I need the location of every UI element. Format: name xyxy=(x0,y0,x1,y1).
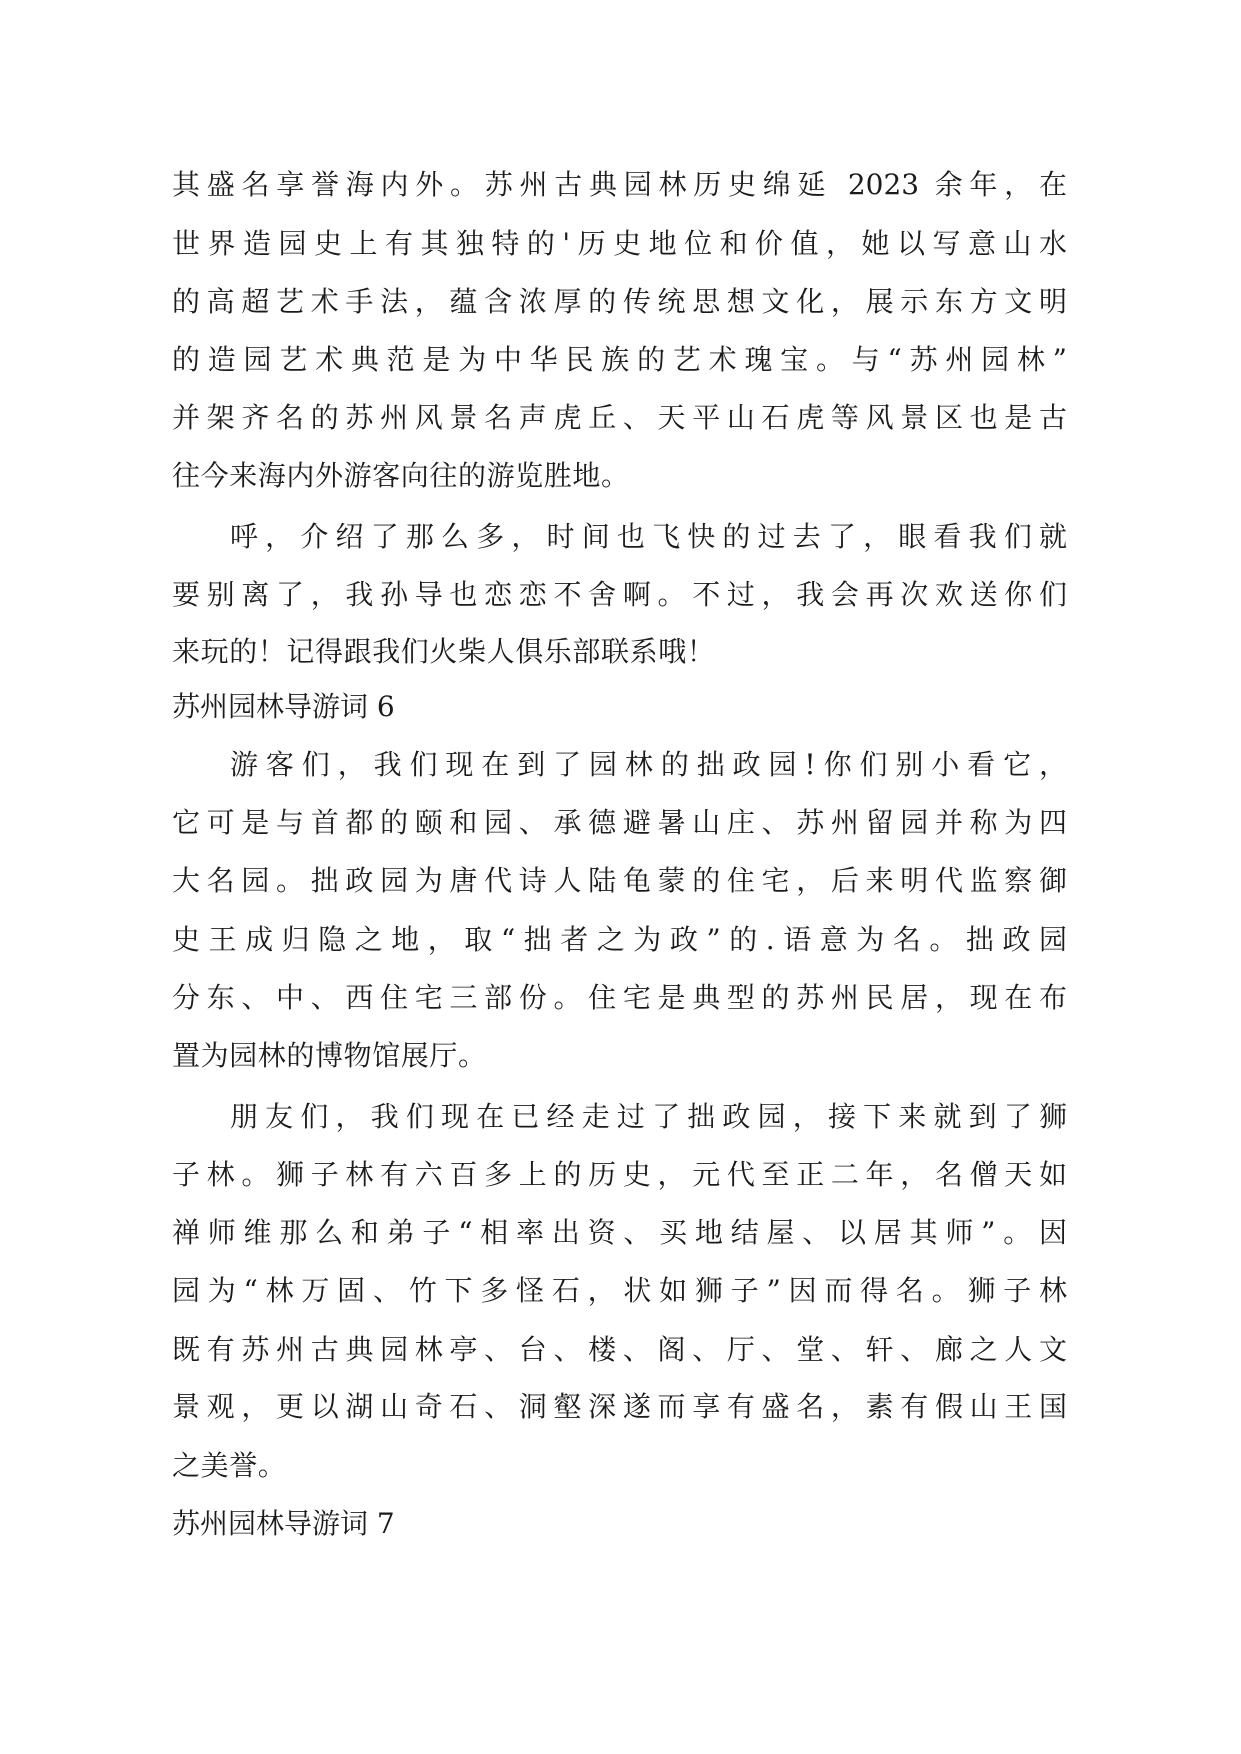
paragraph-line: 分东、中、西住宅三部份。住宅是典型的苏州民居，现在布 xyxy=(172,981,1067,1014)
paragraph-line: 置为园林的博物馆展厅。 xyxy=(172,1039,487,1072)
paragraph-line: 禅师维那么和弟子“相率出资、买地结屋、以居其师”。因 xyxy=(172,1216,1067,1249)
paragraph-line: 史王成归隐之地，取“拙者之为政”的.语意为名。拙政园 xyxy=(172,923,1067,956)
paragraph-line: 大名园。拙政园为唐代诗人陆龟蒙的住宅，后来明代监察御 xyxy=(172,864,1067,897)
paragraph-line: 的造园艺术典范是为中华民族的艺术瑰宝。与“苏州园林” xyxy=(172,343,1067,376)
paragraph-line: 呼，介绍了那么多，时间也飞快的过去了，眼看我们就 xyxy=(230,520,1067,553)
paragraph-line: 世界造园史上有其独特的'历史地位和价值，她以写意山水 xyxy=(172,227,1067,260)
paragraph-line: 游客们，我们现在到了园林的拙政园!你们别小看它， xyxy=(230,748,1067,781)
paragraph-line: 要别离了，我孙导也恋恋不舍啊。不过，我会再次欢送你们 xyxy=(172,578,1067,611)
paragraph-line: 子林。狮子林有六百多上的历史，元代至正二年，名僧天如 xyxy=(172,1158,1067,1191)
section-heading: 苏州园林导游词 6 xyxy=(172,690,395,723)
paragraph-line: 并架齐名的苏州风景名声虎丘、天平山石虎等风景区也是古 xyxy=(172,401,1067,434)
paragraph-line: 朋友们，我们现在已经走过了拙政园，接下来就到了狮 xyxy=(230,1100,1067,1133)
paragraph-line: 既有苏州古典园林亭、台、楼、阁、厅、堂、轩、廊之人文 xyxy=(172,1333,1067,1366)
paragraph-line: 往今来海内外游客向往的游览胜地。 xyxy=(172,459,630,492)
paragraph-line: 之美誉。 xyxy=(172,1449,287,1482)
paragraph-line: 景观，更以湖山奇石、洞壑深遂而享有盛名，素有假山王国 xyxy=(172,1390,1067,1423)
paragraph-line: 来玩的！记得跟我们火柴人俱乐部联系哦！ xyxy=(172,635,716,668)
paragraph-line: 的高超艺术手法，蕴含浓厚的传统思想文化，展示东方文明 xyxy=(172,285,1067,318)
paragraph-line: 它可是与首都的颐和园、承德避暑山庄、苏州留园并称为四 xyxy=(172,806,1067,839)
section-heading: 苏州园林导游词 7 xyxy=(172,1507,395,1540)
paragraph-line: 其盛名享誉海内外。苏州古典园林历史绵延 2023 余年，在 xyxy=(172,168,1067,201)
paragraph-line: 园为“林万固、竹下多怪石，状如狮子”因而得名。狮子林 xyxy=(172,1274,1067,1307)
